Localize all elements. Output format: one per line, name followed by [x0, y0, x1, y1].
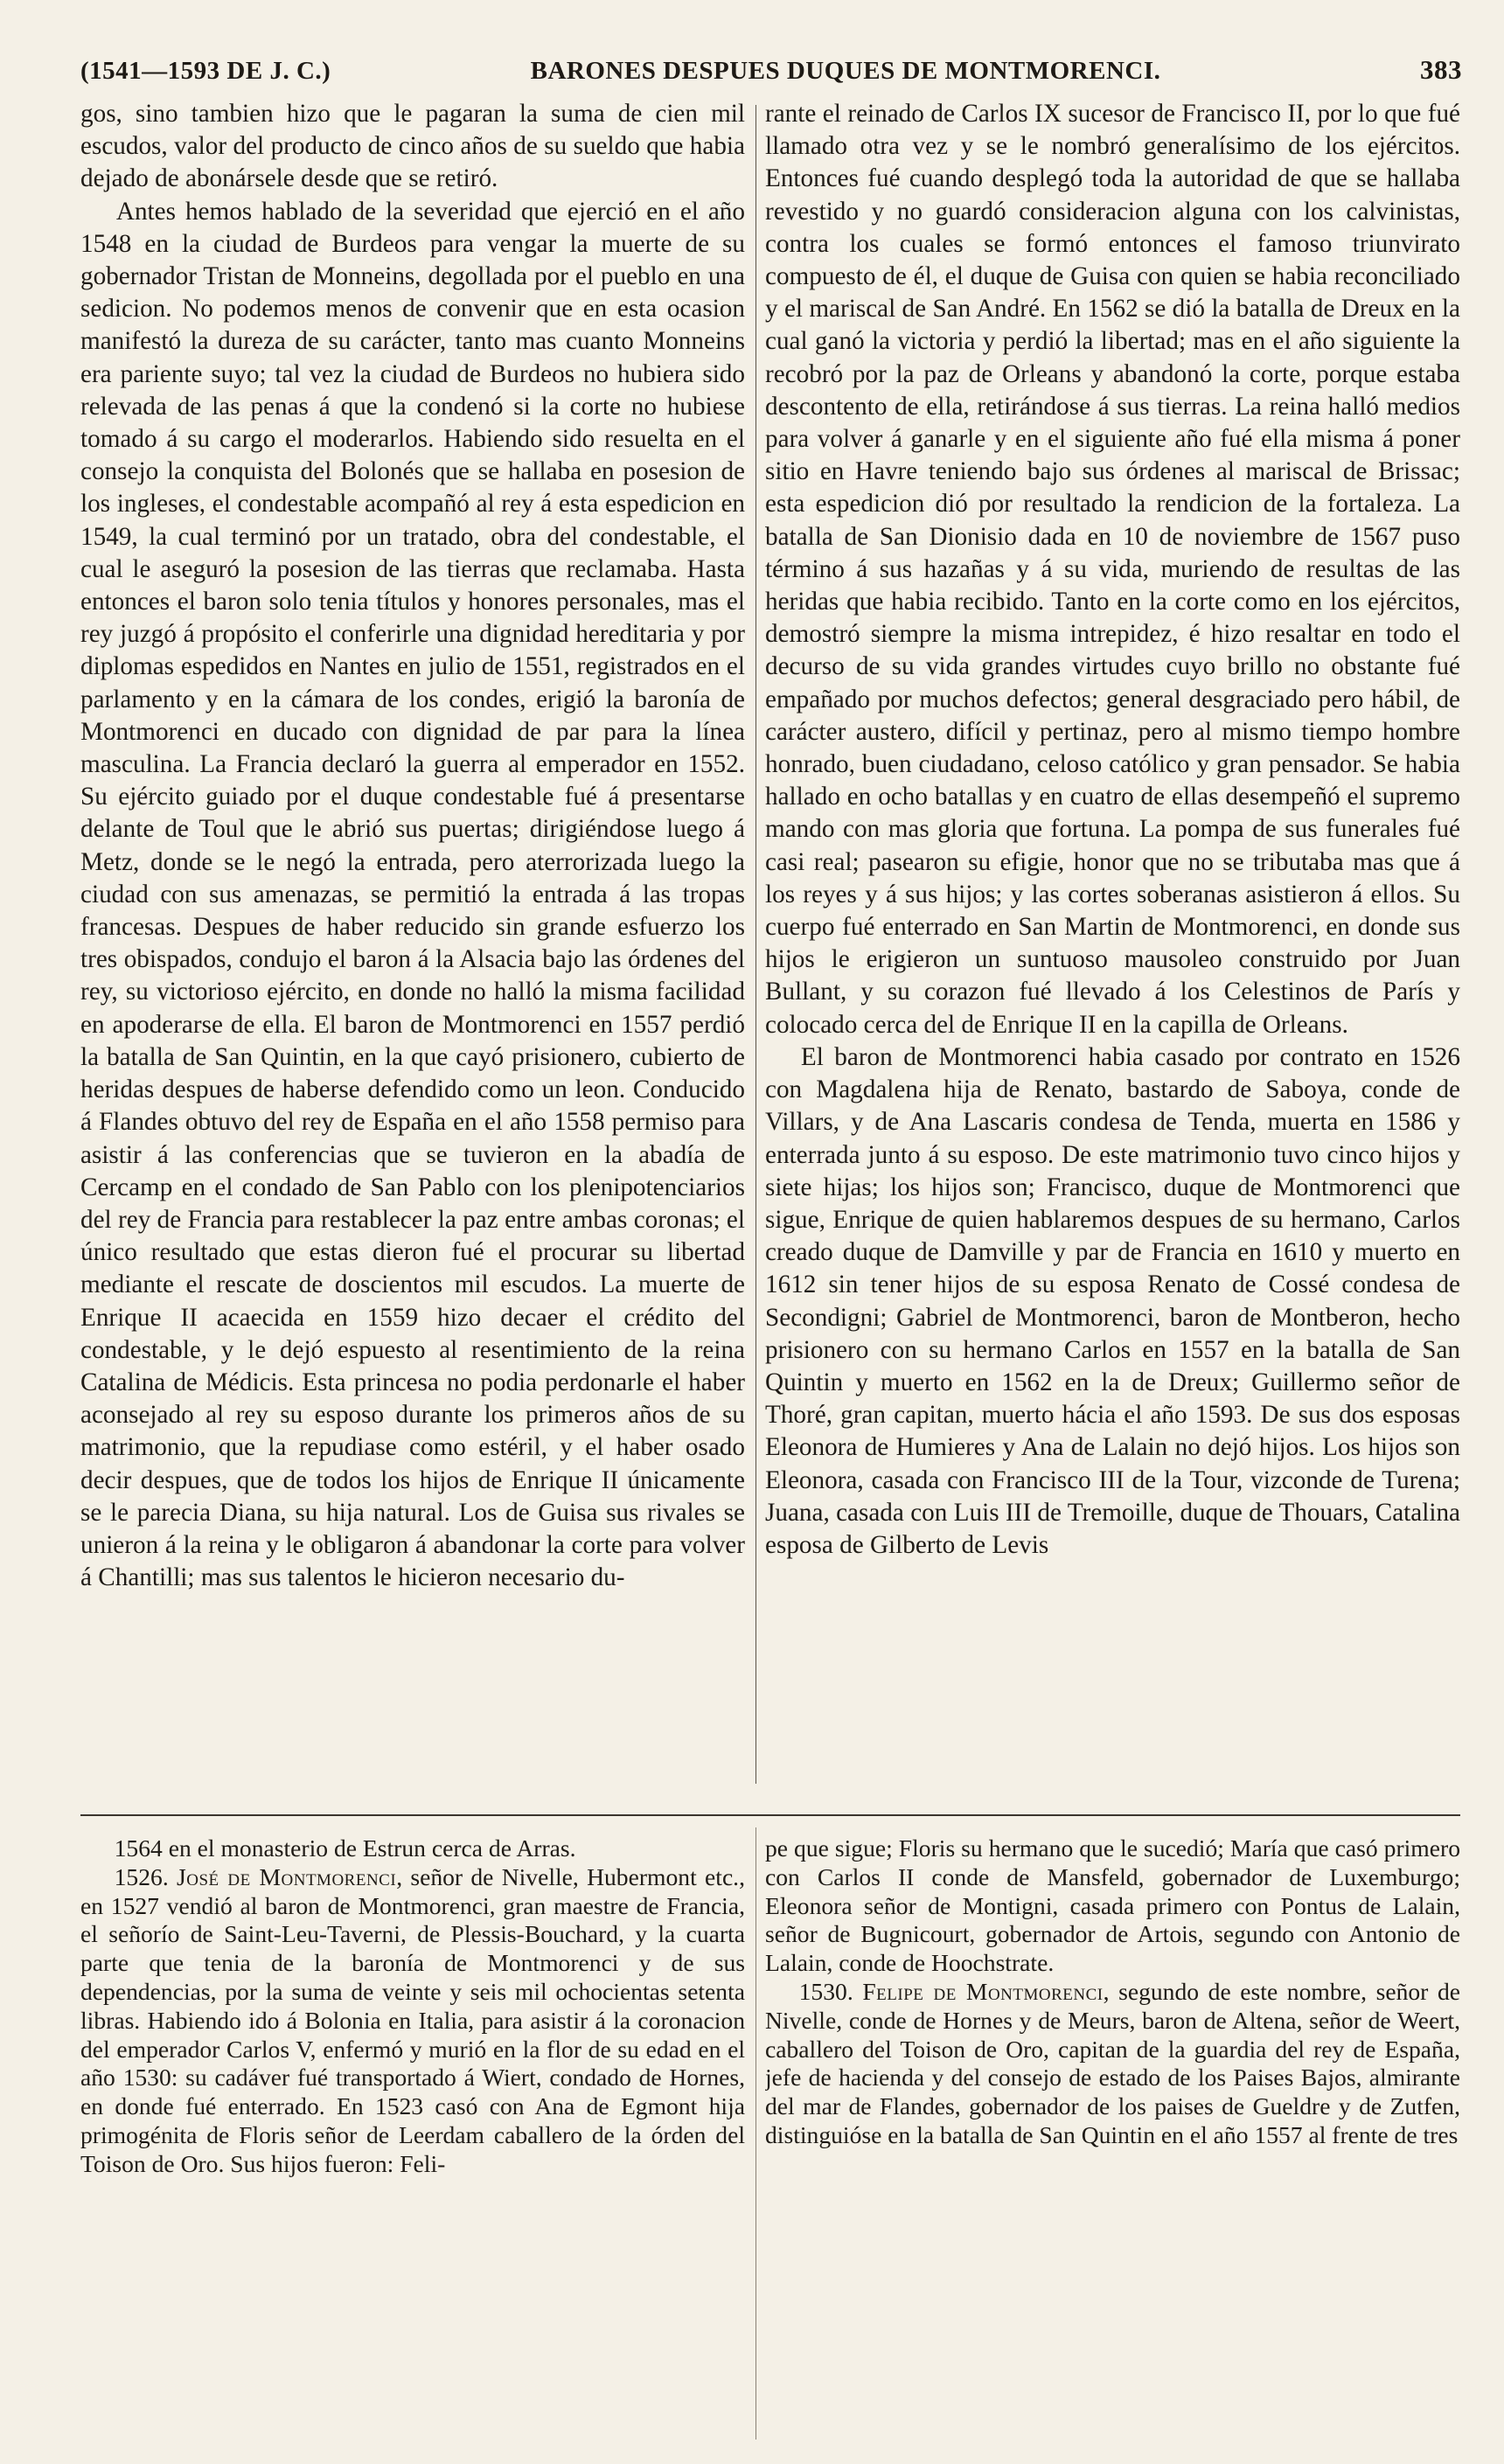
entry-text: , señor de Nivelle, Hubermont etc., en 1527 vendió al baron de Montmorenci, gran maestre de Francia, el señorío de Saint-Leu-Taverni, de Plessis-Bouchard, y la cuarta parte que tenia de la baronía de Montmorenci y de sus dependencias, por la suma de veinte y seis mil ochocientas setenta libras. Habiendo ido á Bolonia en Italia, para asistir á la coronacion del emperador Carlos V, enfermó y murió en la flor de su edad en el año 1530: su cadáver fué transportado á Wiert, condado de Hornes, en donde fué enterrado. En 1523 casó con Ana de Egmont hija primogénita de Floris señor de Leerdam caballero de la órden del Toison de Oro. Sus hijos fueron: Feli- [80, 1862, 745, 2177]
lower-right-column [765, 1834, 1460, 2447]
paragraph: Antes hemos hablado de la severidad que ejerció en el año 1548 en la ciudad de Burdeos para vengar la muerte de su gobernador Tristan de Monneins, degollada por el pueblo en una sedicion. No podemos menos de convenir que en esta ocasion manifestó la dureza de su carácter, tanto mas cuanto Monneins era pariente suyo; tal vez la ciudad de Burdeos no hubiera sido relevada de las penas á que la condenó si la corte no hubiese tomado á su cargo el moderarlos. Habiendo sido resuelta en el consejo la conquista del Bolonés que se hallaba en posesion de los ingleses, el condestable acompañó al rey á esta espedicion en 1549, la cual terminó por un tratado, obra del condestable, el cual le aseguró la posesion de las tierras que reclamaba. Hasta entonces el baron solo tenia títulos y honores personales, mas el rey juzgó á propósito el conferirle una dignidad hereditaria y por diplomas espedidos en Nantes en julio de 1551, registrados en el parlamento y en la cámara de los condes, erigió la baronía de Montmorenci en ducado con dignidad de par para la línea masculina. La Francia declaró la guerra al emperador en 1552. Su ejército guiado por el duque condestable fué á presentarse delante de Toul que le abrió sus puertas; dirigiéndose luego á Metz, donde se le negó la entrada, pero aterrorizada luego la ciudad con sus amenazas, se permitió la entrada á las tropas francesas. Despues de haber reducido sin grande esfuerzo los tres obispados, condujo el baron á la Alsacia bajo las órdenes del rey, su victorioso ejército, en donde no halló la misma facilidad en apoderarse de ella. El baron de Montmorenci en 1557 perdió la batalla de San Quintin, en la que cayó prisionero, cubierto de heridas despues de haberse defendido como un leon. Conducido á Flandes obtuvo del rey de España en el año 1558 permiso para asistir á las conferencias que se tuvieron en la abadía de Cercamp en el condado de San Pablo con los plenipotenciarios del rey de Francia para restablecer la paz entre ambas coronas; el único resultado que estas dieron fué el procurar su libertad mediante el rescate de doscientos mil escudos. La muerte de Enrique II acaecida en 1559 hizo decaer el crédito del condestable, y le dejó espuesto al resentimiento de la reina Catalina de Médicis. Esta princesa no podia perdonarle el haber aconsejado al rey su esposo durante los primeros años de su matrimonio, que la repudiase como estéril, y el haber osado decir despues, que de todos los hijos de Enrique II únicamente se le parecia Diana, su hija natural. Los de Guisa sus rivales se unieron á la reina y le obligaron á abandonar la corte para volver á Chantilli; mas sus talentos le hicieron necesario du- [80, 197, 745, 1592]
paragraph: El baron de Montmorenci habia casado por contrato en 1526 con Magdalena hija de Renato, bastardo de Saboya, conde de Villars, y de Ana Lascaris condesa de Tenda, muerta en 1586 y enterrada junto á su esposo. De este matrimonio tuvo cinco hijos y siete hijas; los hijos son; Francisco, duque de Montmorenci que sigue, Enrique de quien hablaremos despues de su hermano, Carlos creado duque de Damville y par de Francia en 1610 y muerto en 1612 sin tener hijos de su esposa Renato de Cossé condesa de Secondigni; Gabriel de Montmorenci, baron de Montberon, hecho prisionero con su hermano Carlos en 1557 en la batalla de San Quintin y muerto en 1562 en la de Dreux; Guillermo señor de Thoré, gran capitan, muerto hácia el año 1593. De sus dos esposas Eleonora de Humieres y Ana de Lalain no dejó hijos. Los hijos son Eleonora, casada con Francisco III de la Tour, vizconde de Turena; Juana, casada con Luis III de Tremoille, duque de Thouars, Catalina esposa de Gilberto de Levis [765, 1042, 1460, 1559]
paragraph: pe que sigue; Floris su hermano que le sucedió; María que casó primero con Carlos II conde de Mansfeld, gobernador de Luxemburgo; Eleonora señor de Montigni, casada primero con Pontus de Lalain, señor de Bugnicourt, gobernador de Artois, segundo con Antonio de Lalain, conde de Hoochstrate. [765, 1834, 1460, 1977]
genealogy-entry [765, 1978, 1460, 2150]
entry-year: 1530. [798, 1977, 853, 2005]
paragraph: 1564 en el monasterio de Estrun cerca de Arras. [114, 1834, 576, 1862]
main-right-column [765, 98, 1460, 1794]
entry-name: Felipe de Montmorenci [862, 1977, 1104, 2005]
entry-text: , segundo de este nombre, señor de Nivelle, conde de Hornes y de Meurs, baron de Altena, señor de Weert, caballero del Toison de Oro, capitan de la guardia del rey de España, jefe de hacienda y del consejo de estado de los Paises Bajos, almirante del mar de Flandes, gobernador de los paises de Gueldre y de Zutfen, distinguióse en la batalla de San Quintin en el año 1557 al frente de tres [765, 1977, 1460, 2148]
running-head [80, 54, 1462, 93]
paragraph: rante el reinado de Carlos IX sucesor de Francisco II, por lo que fué llamado otra vez y se le nombró generalísimo de los ejércitos. Entonces fué cuando desplegó toda la autoridad de que se hallaba revestido y no guardó consideracion alguna con los calvinistas, contra los cuales se formó entonces el famoso triunvirato compuesto de él, el duque de Guisa con quien se habia reconciliado y el mariscal de San André. En 1562 se dió la batalla de Dreux en la cual ganó la victoria y perdió la libertad; mas en el año siguiente la recobró por la paz de Orleans y abandonó la corte, porque estaba descontento de ella, retirándose á sus tierras. La reina halló medios para volver á ganarle y en el siguiente año fué ella misma á poner sitio en Havre teniendo bajo sus órdenes al mariscal de Brissac; esta espedicion dió por resultado la rendicion de la fortaleza. La batalla de San Dionisio dada en 10 de noviembre de 1567 puso término á sus hazañas y á su vida, muriendo de resultas de las heridas que habia recibido. Tanto en la corte como en los ejércitos, demostró siempre la misma intrepidez, é hizo resaltar en todo el decurso de su vida grandes virtudes cuyo brillo no obstante fué empañado por muchos defectos; general desgraciado pero hábil, de carácter austero, difícil y pertinaz, pero al mismo tiempo hombre honrado, buen ciudadano, celoso católico y gran pensador. Se habia hallado en ocho batallas y en cuatro de ellas desempeñó el supremo mando con mas gloria que fortuna. La pompa de sus funerales fué casi real; pasearon su efigie, honor que no se tributaba mas que á los reyes y á sus hijos; y las cortes soberanas asistieron á ellos. Su cuerpo fué enterrado en San Martin de Montmorenci, en donde sus hijos le erigieron un suntuoso mausoleo construido por Juan Bullant, y su corazon fué llevado á los Celestinos de París y colocado cerca del de Enrique II en la capilla de Orleans. [765, 100, 1460, 1039]
header-title: BARONES DESPUES DUQUES DE MONTMORENCI. [530, 57, 1161, 85]
entry-name: José de Montmorenci [176, 1862, 397, 1890]
section-rule [80, 1814, 1460, 1816]
header-years: (1541—1593 DE J. C.) [80, 57, 331, 85]
entry-year: 1526. [114, 1862, 169, 1890]
lower-left-column [80, 1834, 745, 2447]
page-number: 383 [1420, 54, 1462, 85]
genealogy-entry [80, 1863, 745, 2179]
paragraph: gos, sino tambien hizo que le pagaran la suma de cien mil escudos, valor del producto de cinco años de su sueldo que habia dejado de abonársele desde que se retiró. [80, 100, 745, 193]
column-divider-lower [755, 1827, 756, 2440]
main-left-column [80, 98, 745, 1794]
column-divider [755, 105, 756, 1784]
